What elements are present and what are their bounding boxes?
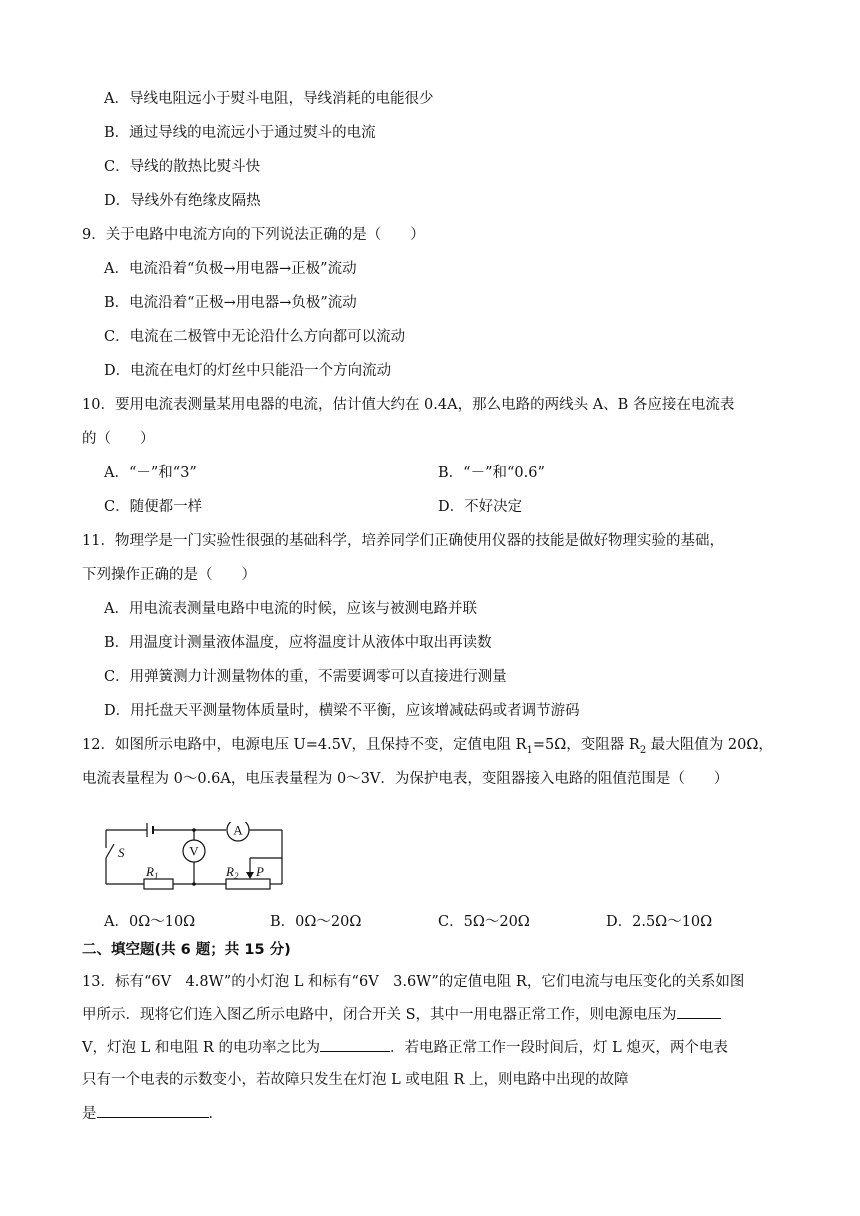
q10-option-c: C．随便都一样 (104, 499, 203, 515)
q8-option-b: B．通过导线的电流远小于通过熨斗的电流 (104, 125, 376, 141)
q13-line3: V，灯泡 L 和电阻 R 的电功率之比为 ．若电路正常工作一段时间后，灯 L 熄灭，两个电表 (82, 1037, 728, 1058)
q12-stem-line2: 电流表量程为 0～0.6A，电压表量程为 0～3V．为保护电表，变阻器接入电路的阻值范围是（ ） (82, 771, 729, 787)
switch-label: S (118, 845, 125, 860)
q11-option-c: C．用弹簧测力计测量物体的重，不需要调零可以直接进行测量 (104, 669, 507, 685)
q9-option-d: D．电流在电灯的灯丝中只能沿一个方向流动 (104, 363, 392, 379)
q11-option-a: A．用电流表测量电路中电流的时候，应该与被测电路并联 (104, 601, 477, 617)
q12-option-c: C．5Ω～20Ω (438, 914, 530, 930)
q11-stem-line1: 11．物理学是一门实验性很强的基础科学，培养同学们正确使用仪器的技能是做好物理实验的基础， (82, 533, 724, 549)
q11-option-b: B．用温度计测量液体温度，应将温度计从液体中取出再读数 (104, 635, 492, 651)
q10-stem-line2: 的（ ） (82, 431, 155, 447)
q13-line1: 13．标有“6V 4.8W”的小灯泡 L 和标有“6V 3.6W”的定值电阻 R，它们电流与电压变化的关系如图 (82, 974, 745, 990)
q9-option-c: C．电流在二极管中无论沿什么方向都可以流动 (104, 329, 406, 345)
q12-stem-line1: 12．如图所示电路中，电源电压 U=4.5V，且保持不变，定值电阻 $R_1=5\Omega$，变阻器 $R_2$ 最大阻值为 20Ω， (82, 737, 773, 756)
ammeter-label: A (233, 822, 243, 838)
r1-label: $R_1$ (146, 864, 159, 881)
voltmeter-label: V (189, 843, 199, 859)
junction-bottom (192, 882, 196, 886)
q8-option-a: A．导线电阻远小于熨斗电阻，导线消耗的电能很少 (104, 91, 434, 107)
q10-option-b: B．“－”和“0.6” (438, 465, 545, 481)
q9-stem: 9．关于电路中电流方向的下列说法正确的是（ ） (82, 227, 425, 243)
q10-stem-line1: 10．要用电流表测量某用电器的电流，估计值大约在 0.4A，那么电路的两线头 A、B 各应接在电流表 (82, 397, 735, 413)
q10-option-d: D．不好决定 (438, 499, 523, 515)
answer-blank-power-ratio[interactable] (320, 1037, 390, 1052)
q11-stem-line2: 下列操作正确的是（ ） (82, 567, 256, 583)
r2-label: $R_2$ (226, 864, 239, 881)
q13-line5: 是 ． (82, 1103, 223, 1124)
q12-option-b: B．0Ω～20Ω (270, 914, 362, 930)
q8-option-d: D．导线外有绝缘皮隔热 (104, 193, 261, 209)
q8-option-c: C．导线的散热比熨斗快 (104, 159, 261, 175)
slider-label: P (256, 864, 264, 879)
q9-option-a: A．电流沿着“负极→用电器→正极”流动 (104, 261, 357, 277)
resistor-r1 (144, 879, 173, 889)
q12-options (104, 912, 744, 932)
answer-blank-fault[interactable] (97, 1103, 209, 1118)
rheostat-r2 (226, 879, 270, 889)
q13-line2: 甲所示．现将它们连入图乙所示电路中，闭合开关 S，其中一用电器正常工作，则电源电压为 (82, 1004, 721, 1025)
q12-option-d: D．2.5Ω～10Ω (606, 914, 713, 930)
q13-line4: 只有一个电表的示数变小，若故障只发生在灯泡 L 或电阻 R 上，则电路中出现的故障 (82, 1072, 629, 1088)
circuit-diagram (96, 822, 296, 894)
q10-option-a: A．“－”和“3” (104, 465, 197, 481)
junction-top (192, 828, 196, 832)
q11-option-d: D．用托盘天平测量物体质量时，横梁不平衡，应该增减砝码或者调节游码 (104, 703, 580, 719)
q12-option-a: A．0Ω～10Ω (104, 914, 196, 930)
section-heading-fill-in: 二、填空题(共 6 题；共 15 分) (82, 942, 291, 958)
answer-blank-voltage[interactable] (677, 1004, 721, 1019)
switch-blade (106, 844, 114, 858)
q9-option-b: B．电流沿着“正极→用电器→负极”流动 (104, 295, 357, 311)
slider-arrow-icon (246, 872, 254, 879)
